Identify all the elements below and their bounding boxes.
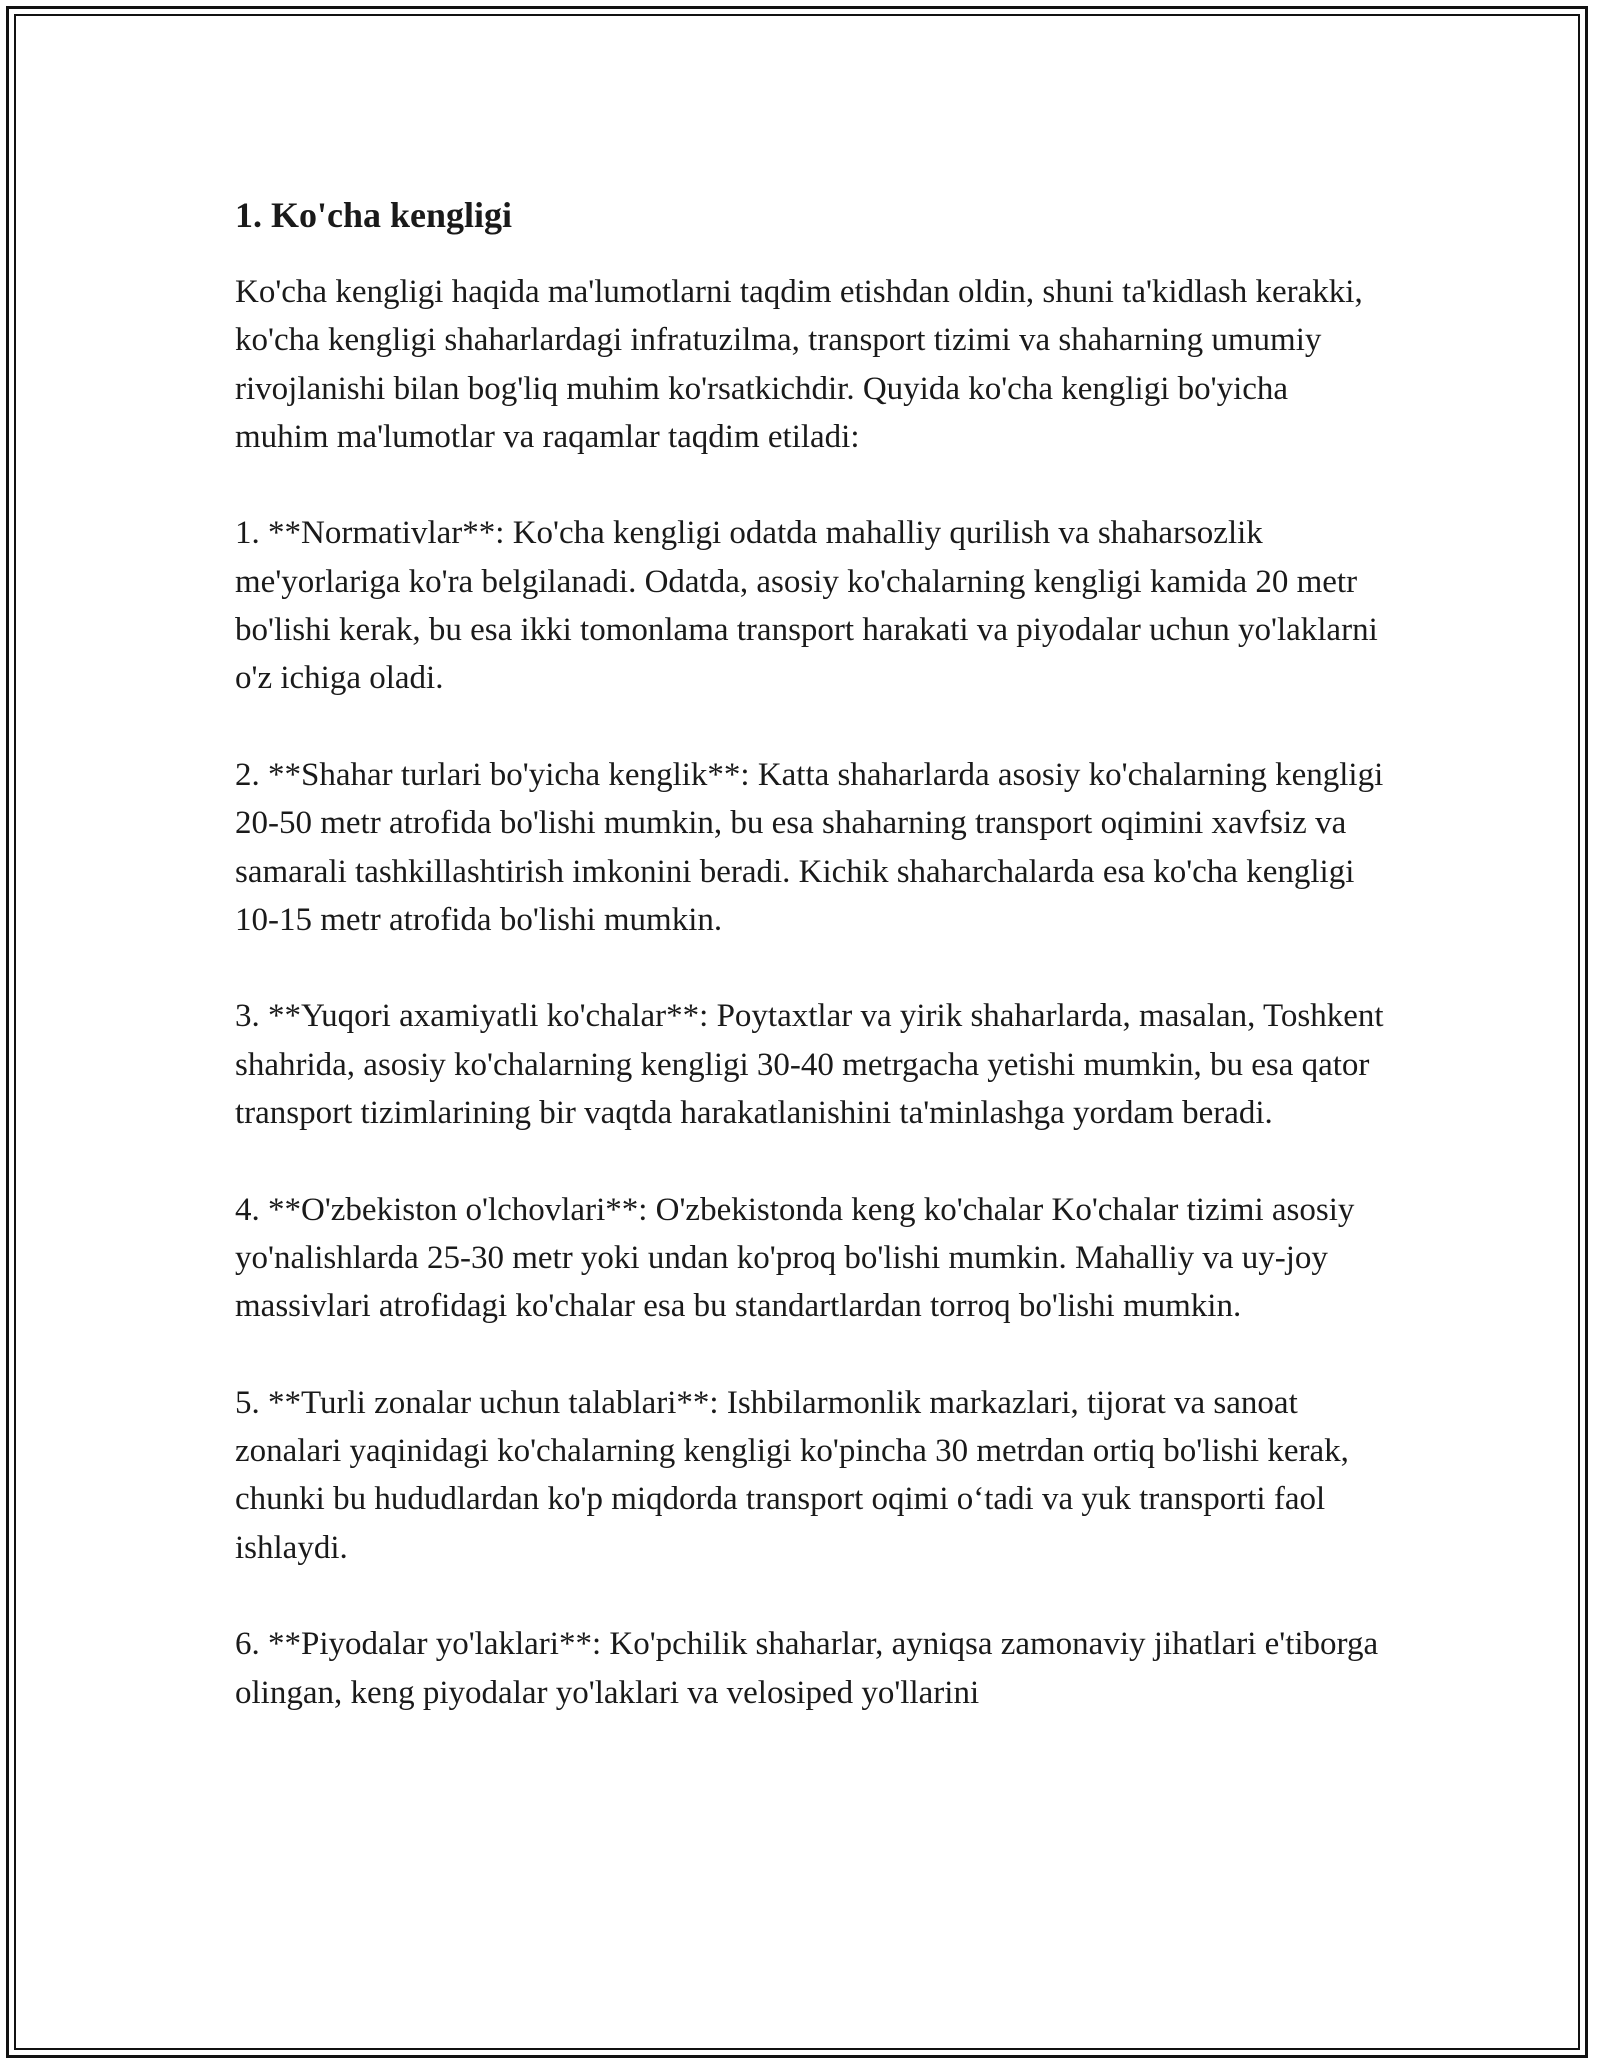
list-item-turli-zonalar: 5. **Turli zonalar uchun talablari**: Ishbilarmonlik markazlari, tijorat va sanoat zonalari yaqinidagi ko'chalarning kengligi ko'pincha 30 metrdan ortiq bo'lishi kerak, chunki bu hududlardan ko'p miqdorda transport oqimi o‘tadi va yuk transporti faol ishlaydi. [235,1384,1349,1566]
list-item-shahar-turlari: 2. **Shahar turlari bo'yicha kenglik**: Katta shaharlarda asosiy ko'chalarning kengligi 20-50 metr atrofida bo'lishi mumkin, bu esa shaharning transport oqimini xavfsiz va samarali tashkillashtirish imkonini beradi. Kichik shaharchalarda esa ko'cha kengligi 10-15 metr atrofida bo'lishi mumkin. [235,756,1384,938]
document-body [235,190,1385,1765]
list-item-normativlar: 1. **Normativlar**: Ko'cha kengligi odatda mahalliy qurilish va shaharsozlik me'yorlariga ko'ra belgilanadi. Odatda, asosiy ko'chalarning kengligi kamida 20 metr bo'lishi kerak, bu esa ikki tomonlama transport harakati va piyodalar uchun yo'laklarni o'z ichiga oladi. [235,515,1378,697]
list-item-piyodalar-yolaklari: 6. **Piyodalar yo'laklari**: Ko'pchilik shaharlar, ayniqsa zamonaviy jihatlari e'tiborga olingan, keng piyodalar yo'laklari va velosiped yo'llarini [235,1626,1379,1711]
list-item-yuqori-axamiyatli: 3. **Yuqori axamiyatli ko'chalar**: Poytaxtlar va yirik shaharlarda, masalan, Toshkent shahrida, asosiy ko'chalarning kengligi 30-40 metrgacha yetishi mumkin, bu esa qator transport tizimlarining bir vaqtda harakatlanishini ta'minlashga yordam beradi. [235,998,1384,1132]
intro-paragraph: Ko'cha kengligi haqida ma'lumotlarni taqdim etishdan oldin, shuni ta'kidlash kerakki, ko'cha kengligi shaharlardagi infratuzilma, transport tizimi va shaharning umumiy rivojlanishi bilan bog'liq muhim ko'rsatkichdir. Quyida ko'cha kengligi bo'yicha muhim ma'lumotlar va raqamlar taqdim etiladi: [235,274,1363,455]
section-heading: 1. Ko'cha kengligi [235,195,513,235]
list-item-ozbekiston-olchovlari: 4. **O'zbekiston o'lchovlari**: O'zbekistonda keng ko'chalar Ko'chalar tizimi asosiy yo'nalishlarda 25-30 metr yoki undan ko'proq bo'lishi mumkin. Mahalliy va uy-joy massivlari atrofidagi ko'chalar esa bu standartlardan torroq bo'lishi mumkin. [235,1191,1355,1325]
